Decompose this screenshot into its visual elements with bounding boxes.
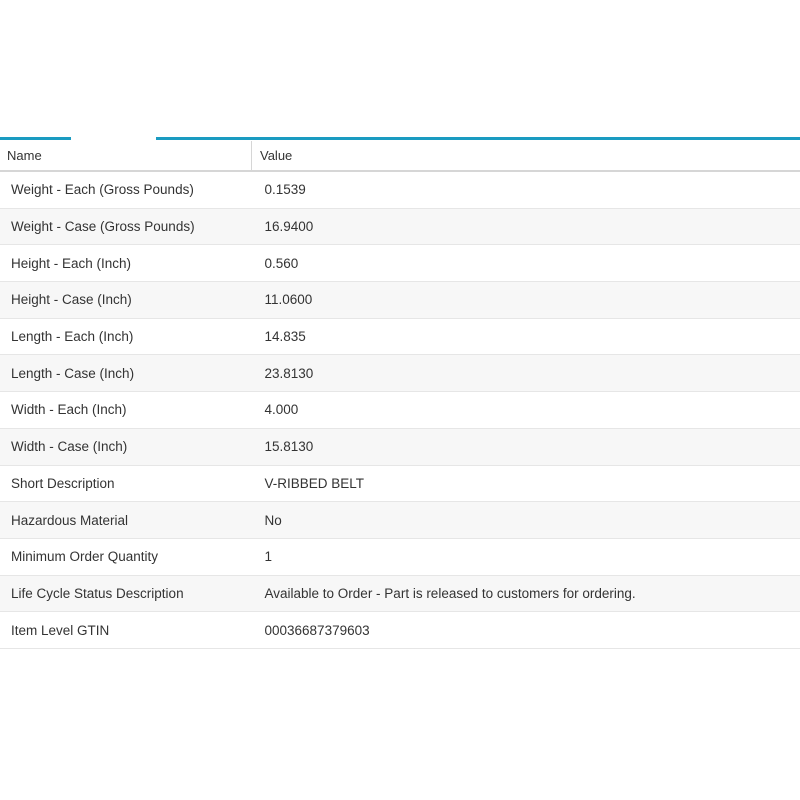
attribute-name: Hazardous Material [0,502,252,539]
table-row [0,612,800,649]
active-tab[interactable] [71,137,156,140]
attribute-name: Item Level GTIN [0,612,252,649]
table-row [0,355,800,392]
attribute-name: Length - Case (Inch) [0,355,252,392]
attribute-value: 0.1539 [252,171,800,208]
column-header-value[interactable]: Value [252,141,800,171]
table-row [0,428,800,465]
attribute-name: Width - Case (Inch) [0,428,252,465]
attribute-value: 16.9400 [252,208,800,245]
column-header-name[interactable]: Name [0,141,252,171]
attribute-value: V-RIBBED BELT [252,465,800,502]
attribute-value: 1 [252,538,800,575]
table-row [0,575,800,612]
attribute-value: 11.0600 [252,282,800,319]
table-row [0,465,800,502]
table-row [0,282,800,319]
attributes-table [0,141,800,649]
table-row [0,502,800,539]
table-row [0,392,800,429]
attribute-value: No [252,502,800,539]
attribute-name: Short Description [0,465,252,502]
table-row [0,538,800,575]
attribute-name: Minimum Order Quantity [0,538,252,575]
table-row [0,245,800,282]
attribute-name: Life Cycle Status Description [0,575,252,612]
attribute-name: Height - Case (Inch) [0,282,252,319]
attribute-value: 4.000 [252,392,800,429]
table-row [0,171,800,208]
attribute-value: 15.8130 [252,428,800,465]
attribute-name: Length - Each (Inch) [0,318,252,355]
attribute-value: Available to Order - Part is released to customers for ordering. [252,575,800,612]
attribute-value: 14.835 [252,318,800,355]
attribute-name: Height - Each (Inch) [0,245,252,282]
table-header-row [0,141,800,171]
table-row [0,208,800,245]
attribute-name: Weight - Each (Gross Pounds) [0,171,252,208]
attribute-name: Width - Each (Inch) [0,392,252,429]
tab-indicator-right [156,137,800,140]
table-body [0,171,800,648]
attribute-name: Weight - Case (Gross Pounds) [0,208,252,245]
tab-indicator-left [0,137,71,140]
attribute-value: 00036687379603 [252,612,800,649]
table-row [0,318,800,355]
attribute-value: 23.8130 [252,355,800,392]
attribute-value: 0.560 [252,245,800,282]
